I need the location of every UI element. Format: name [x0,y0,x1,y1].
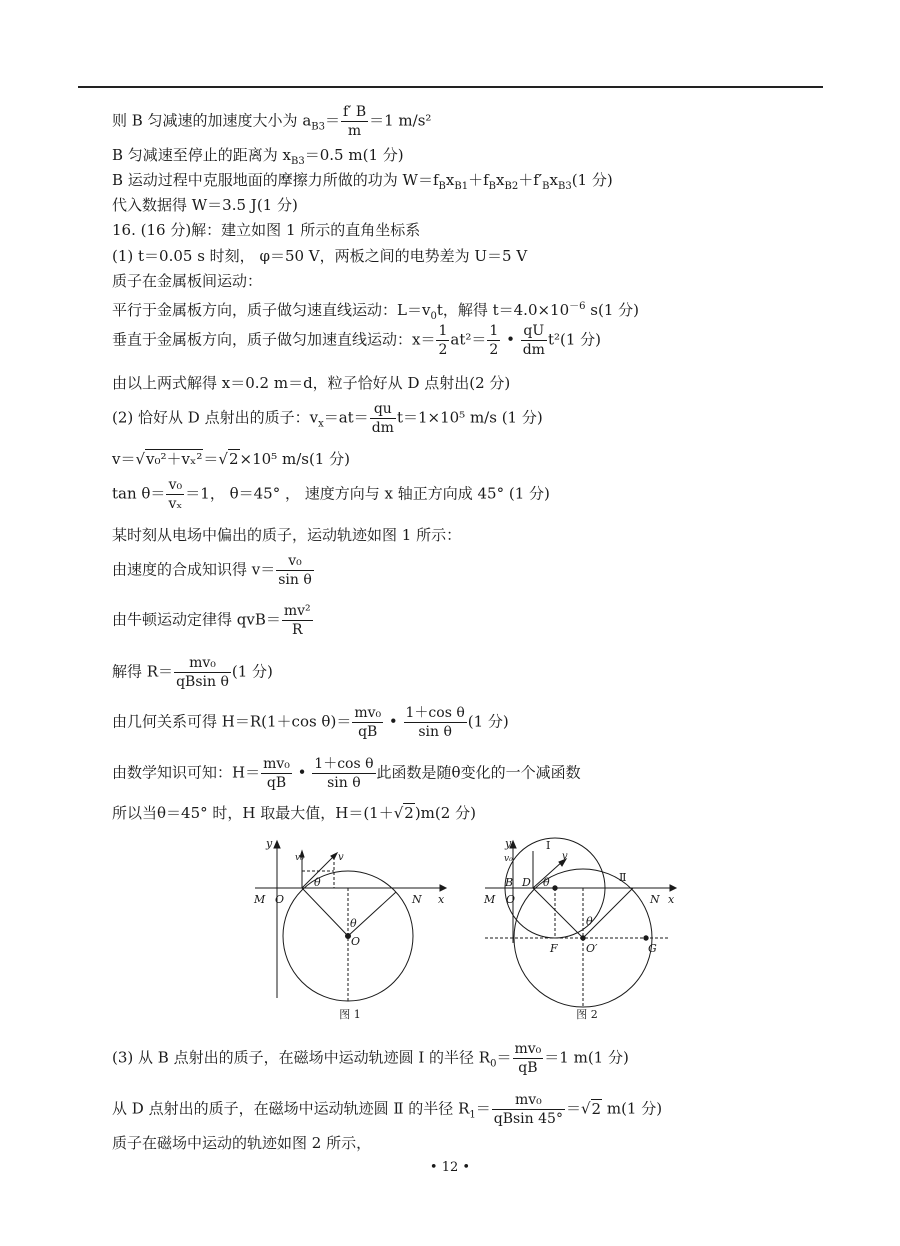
fig1-label-v: v [338,852,344,863]
figure-1-labels [253,837,445,948]
text-line-15: 由速度的合成知识得 v＝ $\frac{\text{v₀}}{\text{sin θ}}$ [112,553,312,588]
fig2-label-v: v [562,851,568,862]
text-line-23: 质子在磁场中运动的轨迹如图 2 所示， [112,1134,372,1152]
point-O-prime [581,936,585,940]
page-number: • 12 • [429,1160,471,1175]
fig2-label-O-prime: O′ [586,942,598,955]
figures [250,833,690,1028]
fig1-label-N: N [412,893,422,906]
y-arrow-icon [274,841,280,848]
text-line-8: 平行于金属板方向，质子做匀速直线运动：$L=v_0t$，解得 $t=4.0\times 10^{-6}$ s(1 分) [112,301,640,322]
radius-right [583,888,633,938]
text-line-2: B 匀减速至停止的距离为 $x_{B3}=0.5$ m(1 分) [112,146,404,167]
fig1-label-v0: v₀ [295,853,304,863]
point-center-I [553,886,557,890]
text-line-1: 则 B 匀减速的加速度大小为 $a_{B3}=$ $\frac{f' B}{m}$ ＝1 m/s² [112,104,432,139]
figure-2 [485,838,676,1007]
text-line-3: B 运动过程中克服地面的摩擦力所做的功为 $W=f_Bx_{B1}+f_Bx_{B2}+f'_Bx_{B3}(1$ 分) [112,171,613,192]
figure-1-caption: 图 1 [339,1008,361,1021]
fig2-label-theta1: θ [543,876,550,889]
fig2-label-O: O [506,893,516,906]
fig2-label-theta2: θ [586,915,593,928]
fig2-label-x: x [668,893,675,906]
fig2-label-F: F [550,942,558,955]
text-line-7: 质子在金属板间运动： [112,272,263,290]
text-line-18: 由几何关系可得 H＝R(1＋cos θ)＝ $\frac{\text{mv₀}}{qB}$ • $\frac{\text{1＋cos θ}}{\text{sin θ}}$ (1 分) [112,705,509,740]
fig1-label-x: x [438,893,445,906]
fig1-label-theta2: θ [350,917,357,930]
x-arrow-icon-2 [670,885,676,891]
header-rule [78,86,823,88]
text-line-20: 所以当θ＝45° 时，H 取最大值，H＝(1＋√2)m(2 分) [112,804,476,822]
fig2-label-II: Ⅱ [619,871,627,884]
fig2-label-B: B [505,876,514,889]
fig2-label-v0: v₀ [504,854,513,864]
fig2-label-N: N [650,893,660,906]
radius-line-1 [302,888,348,936]
text-line-5: 16. (16 分)解：建立如图 1 所示的直角坐标系 [112,221,421,239]
fig2-label-y: y [505,837,512,850]
fig1-label-M: M [254,893,266,906]
text-line-16: 由牛顿运动定律得 qvB＝ $\frac{\text{mv²}}{R}$ [112,603,311,638]
text-line-19: 由数学知识可知：H＝ $\frac{\text{mv₀}}{qB}$ • $\frac{\text{1＋cos θ}}{\text{sin θ}}$ 此函数是随θ变化的一个减函数 [112,756,581,791]
text-line-4: 代入数据得 W＝3.5 J(1 分) [112,196,298,214]
fig2-label-M: M [484,893,496,906]
text-line-21: (3) 从 B 点射出的质子，在磁场中运动轨迹圆 Ⅰ 的半径 $R_0=$ $\frac{\text{mv₀}}{qB}$ ＝1 m(1 分) [112,1041,629,1076]
fig2-label-I: Ⅰ [546,839,551,852]
text-line-13: tan θ＝ $\frac{\text{v₀}}{\text{vₓ}}$ ＝1， θ＝45° ， 速度方向与 x 轴正方向成 45° (1 分) [112,477,550,512]
fraction: $\frac{f' B}{m}$ [343,104,367,139]
text-line-14: 某时刻从电场中偏出的质子，运动轨迹如图 1 所示： [112,526,462,544]
text-line-11: (2) 恰好从 D 点射出的质子：$v_x=at=$ $\frac{qu}{dm}$ t＝1×10⁵ m/s (1 分) [112,401,543,436]
text-line-17: 解得 R＝ $\frac{\text{mv₀}}{\text{qBsin θ}}$ (1 分) [112,655,273,690]
text-line-10: 由以上两式解得 x＝0.2 m＝d，粒子恰好从 D 点射出(2 分) [112,374,511,392]
text-line-12: v＝√v₀²＋vₓ²＝√2×10⁵ m/s(1 分) [112,450,350,468]
figure-2-caption: 图 2 [576,1008,598,1021]
fig1-label-theta1: θ [314,876,321,889]
fig2-label-G: G [648,942,657,955]
text-line-9: 垂直于金属板方向，质子做匀加速直线运动：x＝ $\frac{1}{2}$ at²＝ $\frac{1}{2}$ • $\frac{qU}{dm}$ t²(1 分) [112,323,601,358]
fig2-label-D: D [522,876,531,889]
fig1-label-y: y [266,837,273,850]
x-arrow-icon [440,885,446,891]
center-point [346,934,351,939]
fig1-label-center: O [351,935,361,948]
radius-D [533,888,583,938]
text-line-22: 从 D 点射出的质子，在磁场中运动轨迹圆 Ⅱ 的半径 $R_1=$ $\frac{\text{mv₀}}{qBsin 45^\circ}$ ＝√2 m(1 分) [112,1092,663,1127]
fig1-label-O: O [275,893,285,906]
point-G [644,936,648,940]
text-line-6: (1) t＝0.05 s 时刻， φ＝50 V，两板之间的电势差为 U＝5 V [112,247,528,265]
